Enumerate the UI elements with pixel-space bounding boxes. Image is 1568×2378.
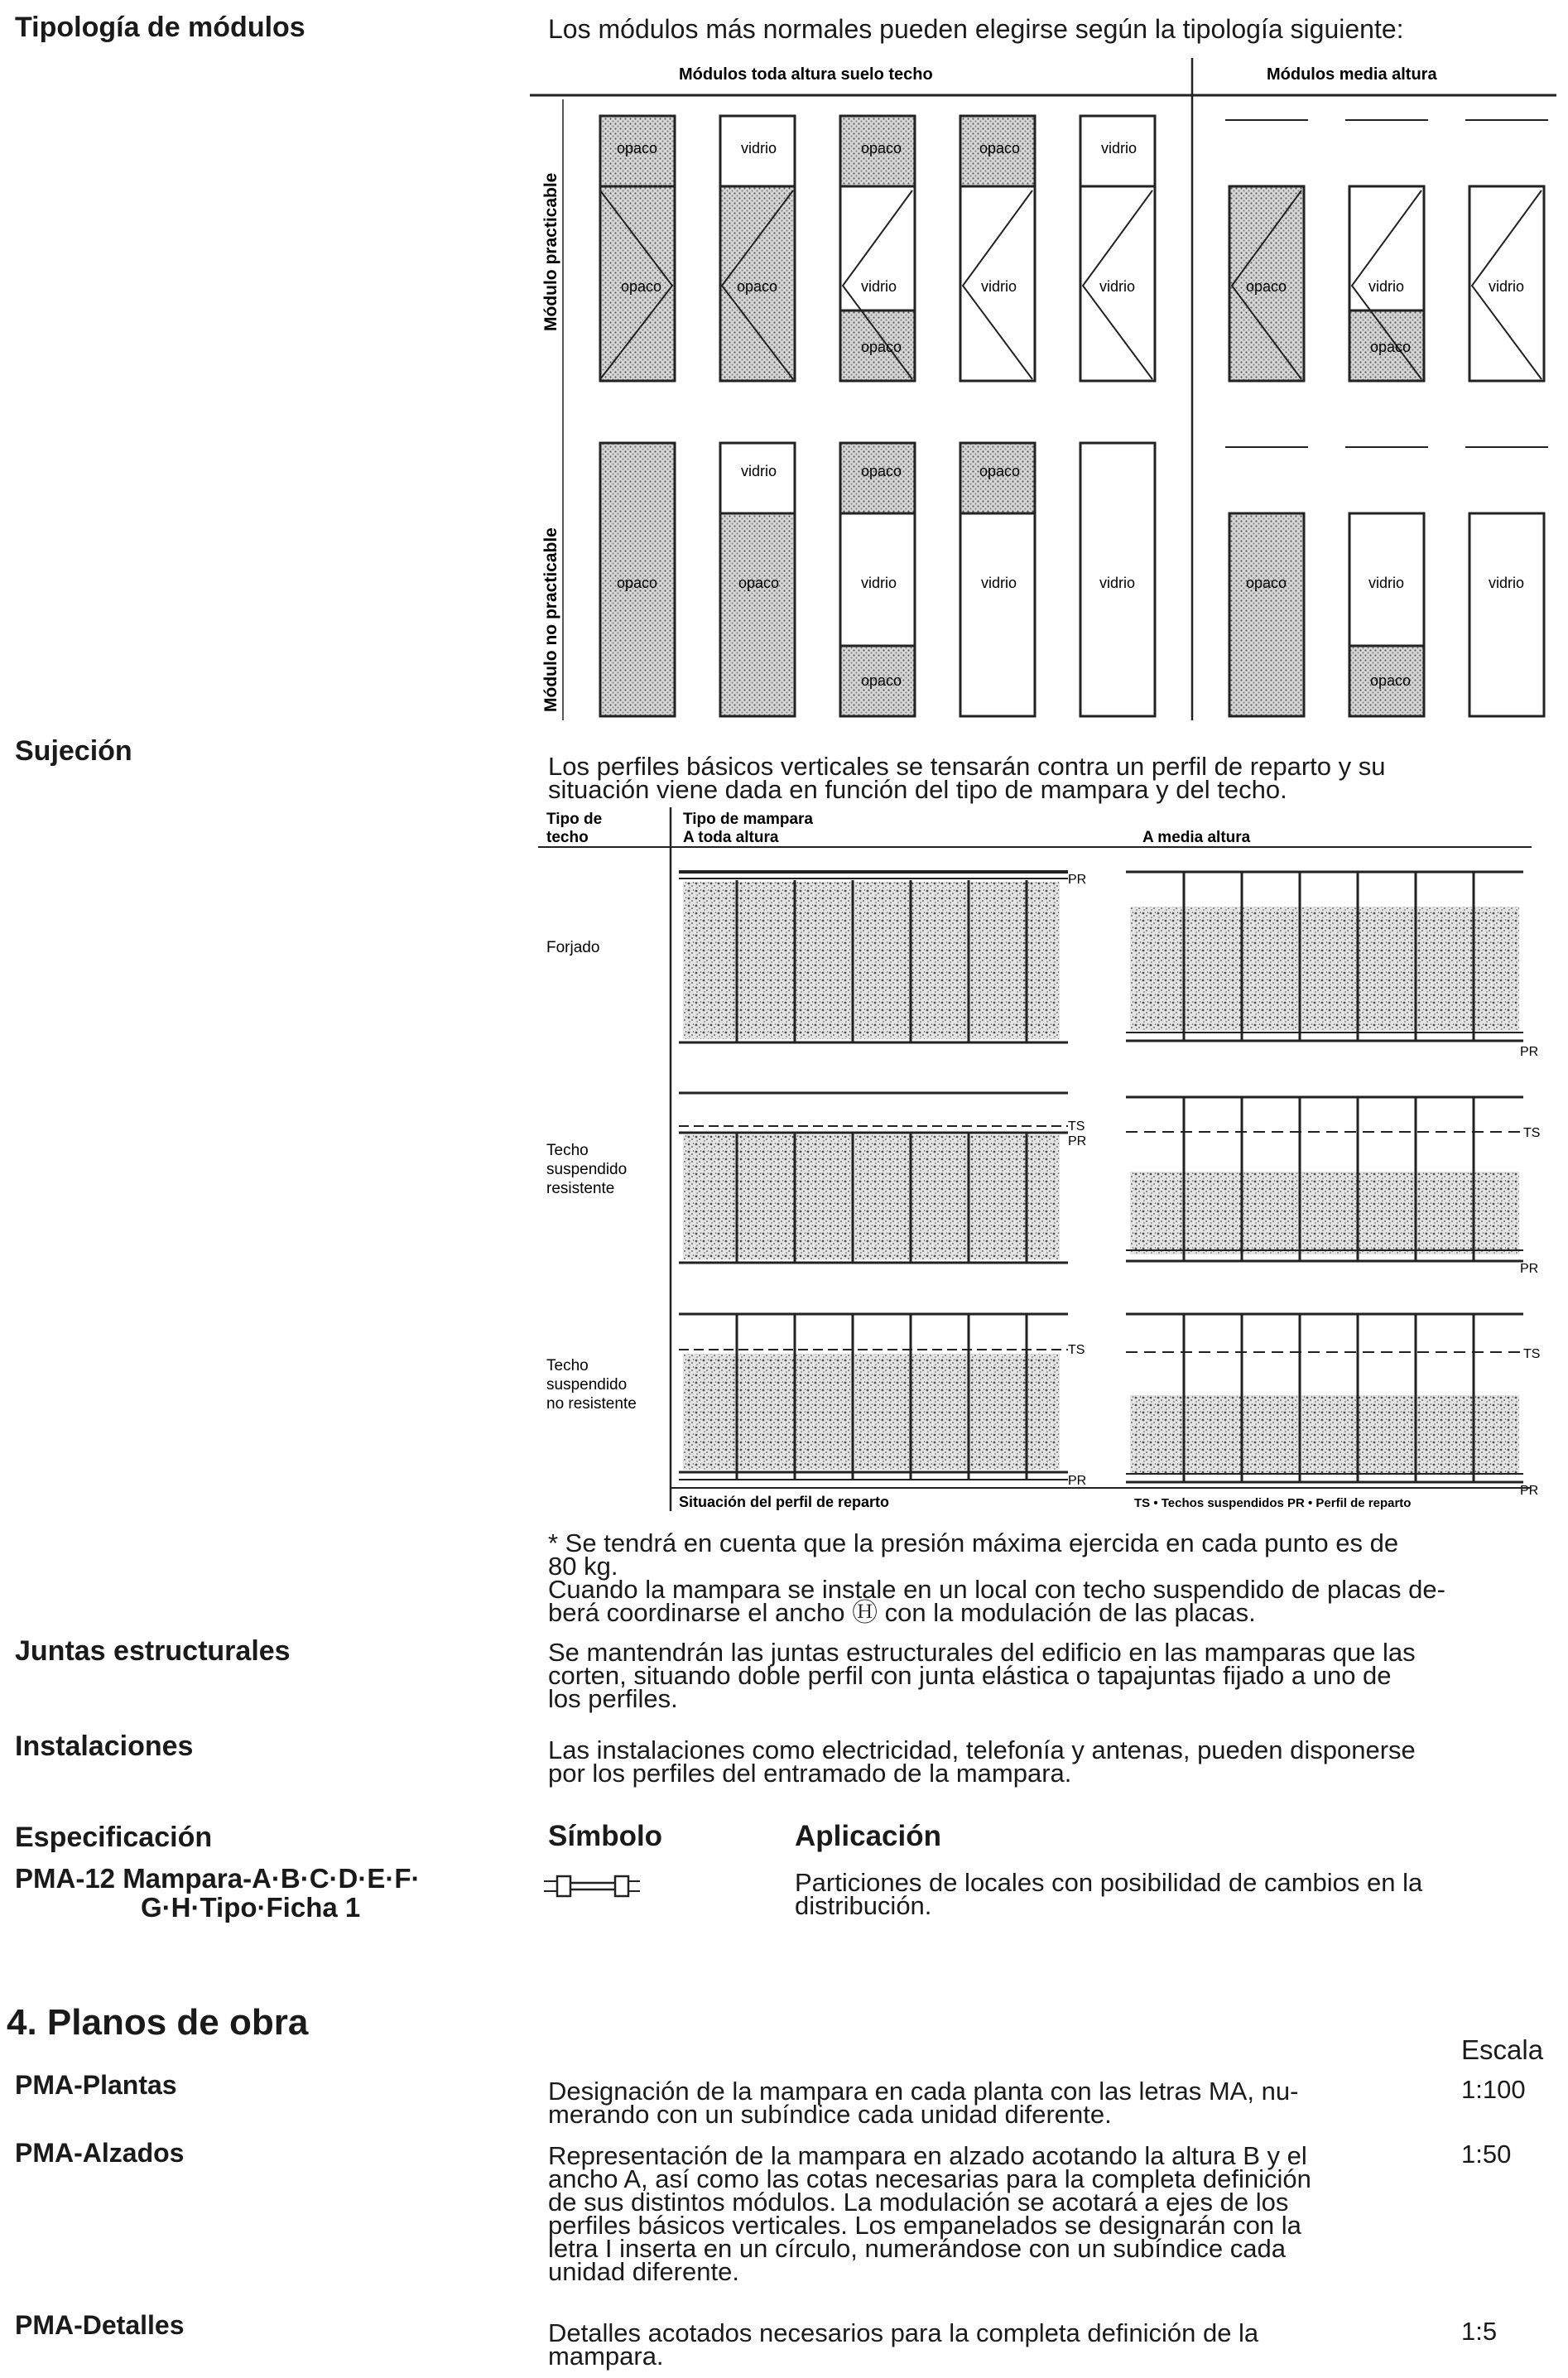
- svg-text:vidrio: vidrio: [741, 463, 777, 479]
- svg-text:opaco: opaco: [617, 140, 658, 156]
- svg-text:opaco: opaco: [861, 339, 902, 355]
- svg-text:vidrio: vidrio: [861, 575, 897, 591]
- section-label-especificacion: Especificación: [15, 1822, 213, 1853]
- escala-header: Escala: [1461, 2034, 1544, 2065]
- plano-plantas-line-1: Designación de la mampara en cada planta con las letras MA, nu-: [548, 2077, 1299, 2106]
- no-resistente-full-height: [679, 1314, 1086, 1488]
- plano-detalles-scale: 1:5: [1461, 2317, 1498, 2346]
- mampara-symbol-icon: [542, 1870, 642, 1903]
- svg-text:vidrio: vidrio: [1489, 575, 1525, 591]
- col-toda-altura: A toda altura: [683, 829, 779, 846]
- svg-text:opaco: opaco: [861, 672, 902, 689]
- module-practicable-4: [960, 116, 1035, 381]
- module-practicable-1: [600, 116, 675, 381]
- planos-heading: 4. Planos de obra: [7, 2002, 309, 2043]
- juntas-line-2: corten, situando doble perfil con junta elástica o tapajuntas fijado a uno de: [548, 1661, 1392, 1690]
- aplicacion-line-2: distribución.: [795, 1891, 932, 1920]
- svg-text:PR: PR: [1068, 1474, 1087, 1488]
- juntas-line-1: Se mantendrán las juntas estructurales del edificio en las mamparas que las: [548, 1638, 1416, 1667]
- row-label-practicable: Módulo practicable: [541, 172, 560, 331]
- module-half-practicable-2: [1345, 120, 1428, 381]
- svg-text:opaco: opaco: [861, 463, 902, 479]
- plano-plantas-scale: 1:100: [1461, 2075, 1526, 2104]
- svg-text:PR: PR: [1068, 1134, 1087, 1148]
- module-practicable-3: [840, 116, 915, 381]
- sujecion-note-2: 80 kg.: [548, 1552, 618, 1581]
- instalaciones-line-2: por los perfiles del entramado de la mampara.: [548, 1759, 1072, 1788]
- svg-text:TS: TS: [1068, 1343, 1085, 1357]
- svg-text:vidrio: vidrio: [1368, 575, 1405, 591]
- module-no-practicable-2: [720, 443, 795, 716]
- svg-text:vidrio: vidrio: [981, 575, 1017, 591]
- svg-text:vidrio: vidrio: [1099, 575, 1136, 591]
- plano-alzados-line-1: Representación de la mampara en alzado acotando la altura B y el: [548, 2141, 1307, 2170]
- col-media-altura: A media altura: [1142, 829, 1251, 846]
- plano-alzados-scale: 1:50: [1461, 2140, 1512, 2169]
- module-no-practicable-4: [960, 443, 1035, 716]
- plano-detalles-line-1: Detalles acotados necesarios para la completa definición de la: [548, 2318, 1259, 2347]
- plano-alzados-line-4: perfiles básicos verticales. Los empanelados se designarán con la: [548, 2211, 1301, 2240]
- plano-alzados-line-2: ancho A, así como las cotas necesarias para la completa definición: [548, 2164, 1311, 2193]
- module-half-no-practicable-2: [1345, 447, 1428, 716]
- plano-code-detalles: PMA-Detalles: [15, 2310, 185, 2340]
- svg-text:TS: TS: [1068, 1119, 1085, 1134]
- module-half-practicable-1: [1225, 120, 1308, 381]
- svg-text:opaco: opaco: [979, 463, 1021, 479]
- svg-text:opaco: opaco: [979, 140, 1021, 156]
- col-aplicacion: Aplicación: [795, 1820, 941, 1852]
- svg-text:TS: TS: [1523, 1347, 1541, 1361]
- tipologia-intro: Los módulos más normales pueden elegirse según la tipología siguiente:: [548, 14, 1404, 44]
- module-practicable-5: [1080, 116, 1155, 381]
- module-half-practicable-3: [1465, 120, 1548, 381]
- plano-code-alzados: PMA-Alzados: [15, 2138, 185, 2168]
- svg-text:vidrio: vidrio: [1101, 140, 1138, 156]
- sujecion-note-4: berá coordinarse el ancho Ⓗ con la modulación de las placas.: [548, 1598, 1256, 1627]
- section-label-tipologia: Tipología de módulos: [15, 12, 305, 43]
- svg-text:opaco: opaco: [737, 278, 778, 295]
- svg-text:PR: PR: [1068, 873, 1087, 887]
- svg-text:opaco: opaco: [1370, 672, 1412, 689]
- svg-text:vidrio: vidrio: [1368, 278, 1405, 295]
- module-no-practicable-5: [1080, 443, 1155, 716]
- especificacion-code-2: G·H·Tipo·Ficha 1: [141, 1892, 361, 1923]
- svg-text:PR: PR: [1520, 1262, 1539, 1276]
- svg-text:resistente: resistente: [546, 1180, 615, 1197]
- resistente-half-height: [1126, 1097, 1540, 1276]
- svg-text:suspendido: suspendido: [546, 1376, 628, 1394]
- module-half-no-practicable-1: [1225, 447, 1308, 716]
- svg-text:vidrio: vidrio: [1489, 278, 1525, 295]
- plano-code-plantas: PMA-Plantas: [15, 2070, 177, 2100]
- svg-text:Techo: Techo: [546, 1357, 589, 1374]
- svg-text:vidrio: vidrio: [861, 278, 897, 295]
- module-no-practicable-1: [600, 443, 675, 716]
- instalaciones-line-1: Las instalaciones como electricidad, telefonía y antenas, pueden disponerse: [548, 1735, 1416, 1764]
- sujecion-note-1: * Se tendrá en cuenta que la presión máxima ejercida en cada punto es de: [548, 1528, 1399, 1557]
- col-tipo-techo-2: techo: [546, 829, 589, 846]
- forjado-half-height: [1126, 872, 1538, 1059]
- col-simbolo: Símbolo: [548, 1820, 663, 1852]
- aplicacion-line-1: Particiones de locales con posibilidad de cambios en la: [795, 1868, 1423, 1897]
- svg-text:suspendido: suspendido: [546, 1161, 628, 1178]
- juntas-line-3: los perfiles.: [548, 1684, 678, 1713]
- module-half-no-practicable-3: [1465, 447, 1548, 716]
- caption-right: TS • Techos suspendidos PR • Perfil de reparto: [1134, 1496, 1412, 1510]
- resistente-full-height: [679, 1093, 1086, 1263]
- especificacion-code-1: PMA-12 Mampara-A·B·C·D·E·F·: [15, 1863, 421, 1894]
- svg-text:opaco: opaco: [1370, 339, 1412, 355]
- plano-alzados-line-5: letra I inserta en un círculo, numerándose con un subíndice cada: [548, 2234, 1286, 2263]
- col-tipo-mampara: Tipo de mampara: [683, 811, 813, 828]
- module-no-practicable-3: [840, 443, 915, 716]
- sujecion-text-2: situación viene dada en función del tipo de mampara y del techo.: [548, 775, 1287, 804]
- svg-text:vidrio: vidrio: [741, 140, 777, 156]
- no-resistente-half-height: [1126, 1314, 1540, 1498]
- tipologia-diagram: [530, 58, 1556, 720]
- plano-plantas-line-2: merando con un subíndice cada unidad diferente.: [548, 2100, 1112, 2129]
- col-tipo-techo-1: Tipo de: [546, 811, 603, 828]
- svg-text:opaco: opaco: [1246, 575, 1287, 591]
- svg-text:vidrio: vidrio: [981, 278, 1017, 295]
- svg-text:opaco: opaco: [621, 278, 662, 295]
- svg-text:opaco: opaco: [1246, 278, 1287, 295]
- header-half-height: Módulos media altura: [1267, 65, 1437, 84]
- sujecion-diagram: [538, 807, 1556, 1528]
- svg-text:opaco: opaco: [861, 140, 902, 156]
- svg-text:PR: PR: [1520, 1045, 1539, 1059]
- sujecion-text-1: Los perfiles básicos verticales se tensarán contra un perfil de reparto y su: [548, 752, 1386, 781]
- row-label-no-practicable: Módulo no practicable: [541, 527, 560, 712]
- section-label-juntas: Juntas estructurales: [15, 1635, 291, 1667]
- svg-text:vidrio: vidrio: [1099, 278, 1136, 295]
- module-practicable-2: [720, 116, 795, 381]
- svg-text:TS: TS: [1523, 1126, 1541, 1140]
- section-label-instalaciones: Instalaciones: [15, 1731, 194, 1762]
- row-forjado: Forjado: [546, 939, 600, 956]
- forjado-full-height: [679, 872, 1086, 1042]
- svg-text:opaco: opaco: [617, 575, 658, 591]
- section-label-sujecion: Sujeción: [15, 735, 132, 767]
- plano-detalles-line-2: mampara.: [548, 2342, 664, 2371]
- svg-text:opaco: opaco: [738, 575, 780, 591]
- caption-left: Situación del perfil de reparto: [679, 1494, 890, 1510]
- svg-text:no resistente: no resistente: [546, 1395, 637, 1413]
- plano-alzados-line-3: de sus distintos módulos. La modulación se acotará a ejes de los: [548, 2188, 1289, 2217]
- svg-text:Techo: Techo: [546, 1142, 589, 1159]
- plano-alzados-line-6: unidad diferente.: [548, 2257, 739, 2286]
- sujecion-note-3: Cuando la mampara se instale en un local con techo suspendido de placas de-: [548, 1575, 1445, 1604]
- svg-text:PR: PR: [1520, 1484, 1539, 1498]
- header-full-height: Módulos toda altura suelo techo: [679, 65, 933, 84]
